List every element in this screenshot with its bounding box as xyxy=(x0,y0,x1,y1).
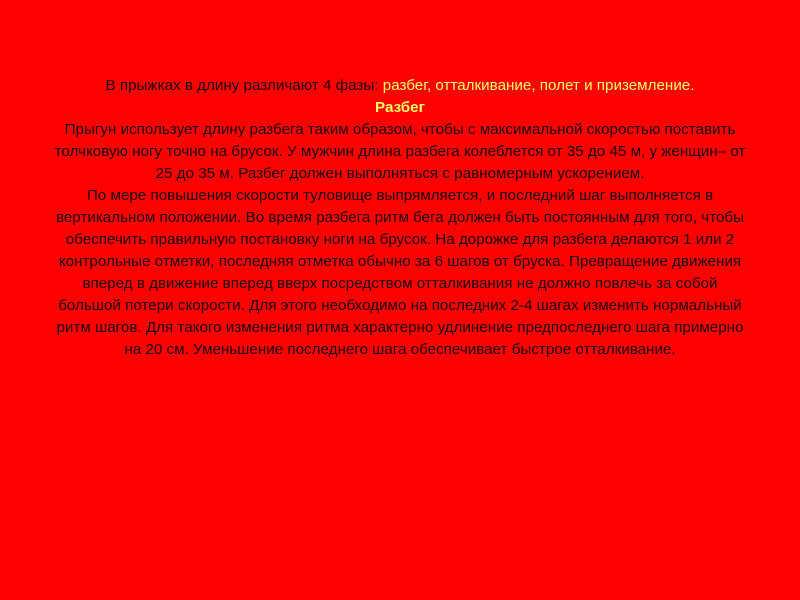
slide-text-block xyxy=(50,75,750,361)
paragraph-run-up-rhythm: По мере повышения скорости туловище выпрямляется, и последний шаг выполняется в вертикальном положении. Во время разбега ритм бега должен быть постоянным для того, чтобы обеспечить правильную постановку ноги на брусок. На дорожке для разбега делаются 1 или 2 контрольные отметки, последняя отметка обычно за 6 шагов от бруска. Превращение движения вперед в движение вперед вверх посредством отталкивания не должно повлечь за собой большой потери скорости. Для этого необходимо на последних 2-4 шагах изменить нормальный ритм шагов. Для такого изменения ритма характерно удлинение предпоследнего шага примерно на 20 см. Уменьшение последнего шага обеспечивает быстрое отталкивание. xyxy=(55,187,745,358)
paragraph-run-up-length: Прыгун использует длину разбега таким образом, чтобы с максимальной скоростью поставить толчковую ногу точно на брусок. У мужчин длина разбега колеблется от 35 до 45 м, у женщин– от 25 до 35 м. Разбег должен выполняться с равномерным ускорением. xyxy=(54,121,746,182)
section-heading: Разбег xyxy=(375,99,425,116)
intro-lead: В прыжках в длину различают 4 фазы: xyxy=(105,77,379,94)
phases-list: разбег, отталкивание, полет и приземление. xyxy=(382,77,695,94)
intro-line xyxy=(50,75,750,97)
